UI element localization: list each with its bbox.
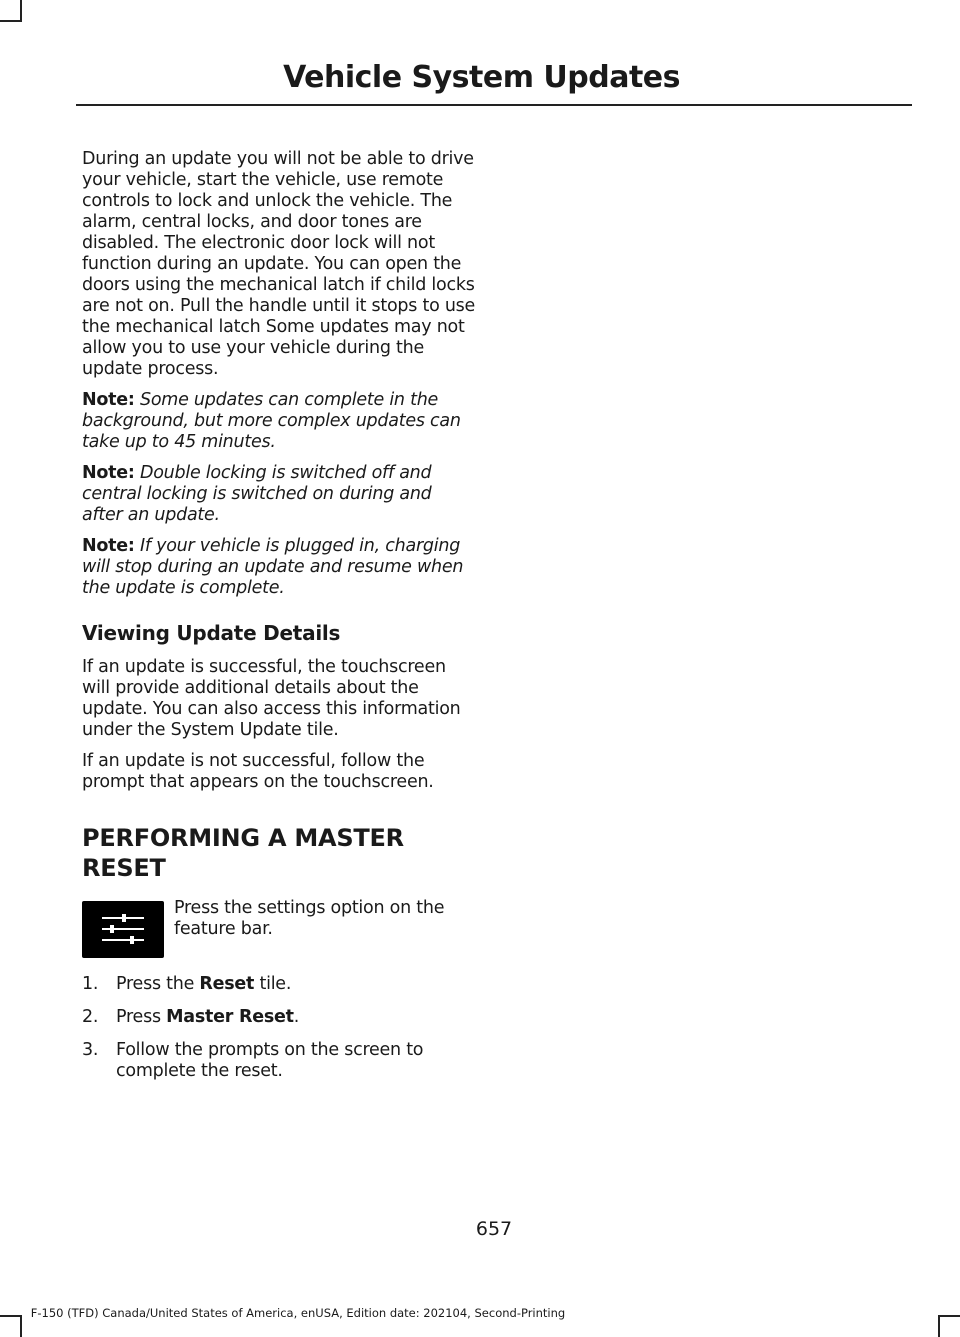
settings-instruction <box>82 898 477 958</box>
viewing-paragraph-1: If an update is successful, the touchscreen will provide additional details about the update. You can also access this information under the System Update tile. <box>82 657 461 740</box>
page-title: Vehicle System Updates <box>283 60 680 95</box>
crop-mark <box>0 20 22 22</box>
list-item <box>82 1007 477 1028</box>
note-label: Note: <box>82 463 135 483</box>
note-1 <box>82 390 477 453</box>
note-2 <box>82 463 477 526</box>
step-text: Follow the prompts on the screen to complete the reset. <box>116 1040 424 1081</box>
step-number: 1. <box>82 974 99 994</box>
note-label: Note: <box>82 536 135 556</box>
crop-mark <box>938 1315 940 1337</box>
step-text: Press Master Reset. <box>116 1007 300 1027</box>
edition-footer: F-150 (TFD) Canada/United States of America, enUSA, Edition date: 202104, Second-Printing <box>30 1306 566 1320</box>
viewing-paragraph-2: If an update is not successful, follow the prompt that appears on the touchscreen. <box>82 751 434 792</box>
list-item <box>82 974 477 995</box>
intro-paragraph: During an update you will not be able to drive your vehicle, start the vehicle, use remote controls to lock and unlock the vehicle. The alarm, central locks, and door tones are disabled. The electronic door lock will not function during an update. You can open the doors using the mechanical latch if child locks are not on. Pull the handle until it stops to use the mechanical latch Some updates may not allow you to use your vehicle during the update process. <box>82 149 476 379</box>
crop-mark <box>20 0 22 22</box>
section-heading-reset <box>82 823 477 883</box>
settings-sliders-icon <box>82 901 164 958</box>
reset-heading-line1: PERFORMING A MASTER <box>82 824 404 852</box>
section-heading-viewing: Viewing Update Details <box>82 621 341 645</box>
note-label: Note: <box>82 390 135 410</box>
header-divider <box>76 104 912 106</box>
step-number: 3. <box>82 1040 99 1060</box>
note-text: Some updates can complete in the background, but more complex updates can take up to 45 minutes. <box>82 390 461 452</box>
crop-mark <box>938 1315 960 1317</box>
step-text: Press the Reset tile. <box>116 974 292 994</box>
note-text: Double locking is switched off and central locking is switched on during and after an update. <box>82 463 432 525</box>
page-number: 657 <box>475 1218 513 1240</box>
note-3 <box>82 536 477 599</box>
step-number: 2. <box>82 1007 99 1027</box>
reset-steps <box>82 974 477 1082</box>
settings-instruction-text: Press the settings option on the feature bar. <box>174 898 445 939</box>
main-column <box>82 149 477 1094</box>
note-text: If your vehicle is plugged in, charging will stop during an update and resume when the update is complete. <box>82 536 464 598</box>
reset-heading-line2: RESET <box>82 854 166 882</box>
list-item <box>82 1040 477 1082</box>
